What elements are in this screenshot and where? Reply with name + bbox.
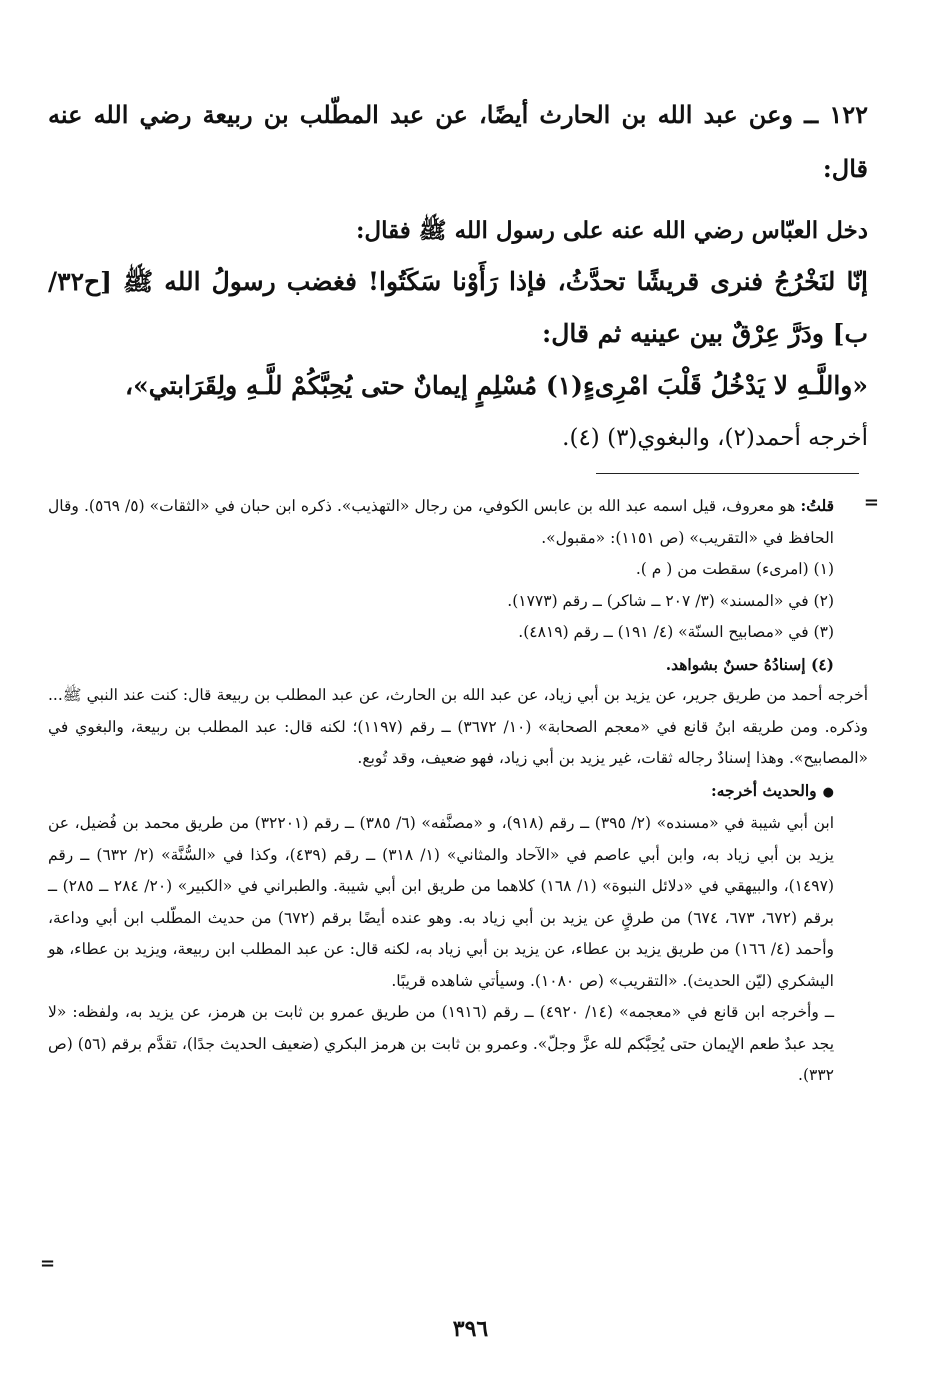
takhrij-paragraph-1: أخرجه أحمد من طريق جرير، عن يزيد بن أبي زياد، عن عبد الله بن الحارث، عن عبد المطلب بن ربيعة قال: كنت عند النبي ﷺ... وذكره. ومن طريقه ابنُ قانع في «معجم الصحابة» (١٠/ ٣٦٧٢) ــ رقم (١١٩٧)؛ لكنه قال: عبد المطلب بن ربيعة، والبغوي في «المصابيح». وهذا إسنادٌ رجاله ثقات، غير يزيد بن أبي زياد، فهو ضعيف، وقد تُوبع. (48, 686, 868, 767)
footnote-separator (596, 473, 859, 474)
footnote-4: (٤) إسنادُهُ حسنٌ بشواهد. (665, 654, 834, 674)
hadith-number-paragraph: ١٢٢ ــ وعن عبد الله بن الحارث أيضًا، عن عبد المطّلب بن ربيعة رضي الله عنه قال: (48, 100, 868, 183)
footnote-1: (١) (امرىء) سقطت من ( م ). (635, 560, 834, 578)
main-text (48, 88, 868, 464)
qultu-label: قلتُ: (800, 496, 834, 515)
takhrij-paragraph-3: ــ وأخرجه ابن قانع في «معجمه» (١٤/ ٤٩٢٠) ــ رقم (١٩١٦) من طريق عمرو بن ثابت بن هرمز، عن يزيد به، ولفظه: «لا يجد عبدٌ طعم الإيمان حتى يُحِبَّكم لله عزَّ وجلّ». وعمرو بن ثابت بن هرمز البكري (ضعيف الحديث جدًا)، تقدَّم برقم (٥٦) (ص ٣٣٢). (48, 1003, 835, 1084)
footnote-3: (٣) في «مصابيح السنّة» (٤/ ١٩١) ــ رقم (٤٨١٩). (518, 623, 834, 641)
hadith-text-1: إنّا لنَخْرُجُ فنرى قريشًا تحدَّثُ، فإذا رَأَوْنا سَكَتُوا! فغضب رسولُ الله ﷺ [ح٣٢/ب] ودَرَّ عِرْقٌ بين عينيه ثم قال: (48, 267, 868, 348)
hadith-takhrij: أخرجه أحمد(٢)، والبغوي(٣) (٤). (562, 425, 868, 451)
bullet-icon: ● (822, 784, 834, 800)
footnote-2: (٢) في «المسند» (٣/ ٢٠٧ ــ شاكر) ــ رقم (١٧٧٣). (507, 591, 834, 610)
continuation-mark-top: = (863, 492, 879, 513)
takhrij-heading (48, 775, 868, 809)
continuation-mark-bottom: = (40, 1253, 56, 1274)
qultu-text: هو معروف، قيل اسمه عبد الله بن عابس الكوفي، من رجال «التهذيب». ذكره ابن حبان في «الثقات» (٥/ ٥٦٩). وقال الحافظ في «التقريب» (ص ١١٥١): «مقبول». (48, 497, 834, 547)
hadith-text-2: «واللَّـهِ لا يَدْخُلُ قَلْبَ امْرِىءٍ(١) مُسْلِمٍ إيمانٌ حتى يُحِبَّكُمْ للَّـهِ ولِقَرَابتي»، (125, 371, 868, 400)
page-number: ٣٩٦ (452, 1316, 489, 1342)
hadith-intro: دخل العبّاس رضي الله عنه على رسول الله ﷺ فقال: (355, 217, 868, 244)
takhrij-heading-text: والحديث أخرجه: (711, 780, 817, 800)
takhrij-paragraph-2: ابن أبي شيبة في «مسنده» (٢/ ٣٩٥) ــ رقم (٩١٨)، و «مصنَّفه» (٦/ ٣٨٥) ــ رقم (٣٢٢٠١) من طريق محمد بن فُضيل، عن يزيد بن أبي زياد به، وابن أبي عاصم في «الآحاد والمثاني» (١/ ٣١٨) ــ رقم (٤٣٩)، وكذا في «السُّنَّة» (٢/ ٦٣٢) ــ رقم (١٤٩٧)، والبيهقي في «دلائل النبوة» (١/ ١٦٨) كلاهما من طريق ابن أبي شيبة. والطبراني في «الكبير» (٢٠/ ٢٨٤ ــ ٢٨٥) ــ برقم (٦٧٢، ٦٧٣، ٦٧٤) من طرقٍ عن يزيد بن أبي زياد به. وهو عنده أيضًا برقم (٦٧٢) من حديث المطّلب ابن أبي وداعة، وأحمد (٤/ ١٦٦) من طريق يزيد بن عطاء، عن يزيد بن أبي زياد به، لكنه قال: عن عبد المطلب ابن ربيعة، ويزيد بن عطاء، هو اليشكري (ليّن الحديث). «التقريب» (ص ١٠٨٠). وسيأتي شاهده قريبًا. (48, 814, 835, 990)
footnotes (48, 490, 868, 1092)
qultu-note (48, 490, 868, 554)
